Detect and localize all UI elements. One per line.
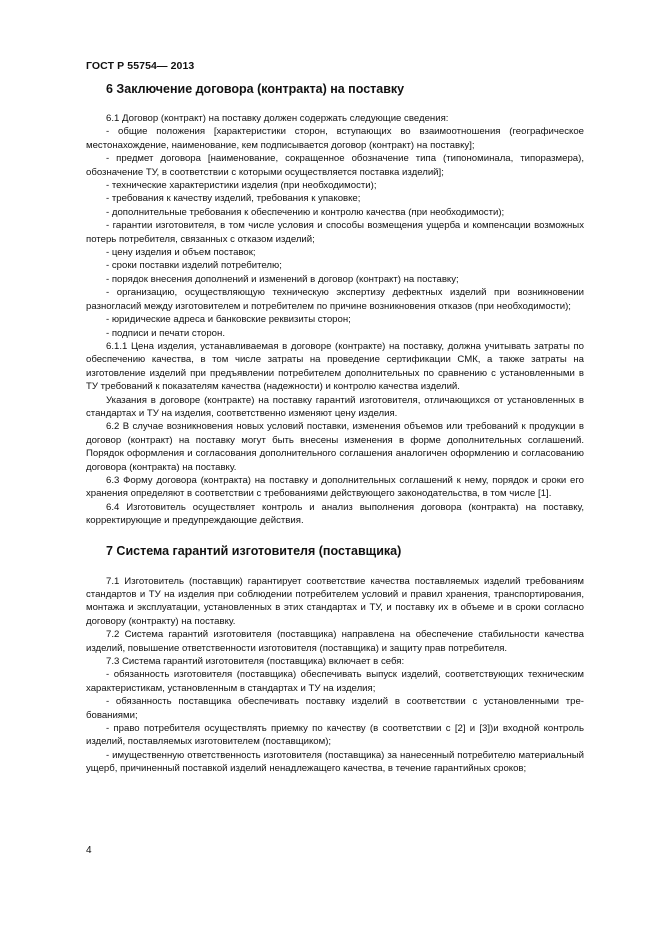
paragraph: Указания в договоре (контракте) на поставку гарантий изготовителя, отличающихся от установленных в стандартах и ТУ на изделия, соответственно изменяют цену изделия. — [86, 394, 584, 419]
paragraph: - обязанность поставщика обеспечивать поставку изделий в соответствии с установленными требованиями; — [86, 696, 584, 721]
paragraph: 6.1.1 Цена изделия, устанавливаемая в договоре (контракте) на поставку, должна учитывать затраты по обеспечению качества, в том числе затраты на проведение сертификации СМК, а также затраты на изготовление изделий при предъявлении потребителем дополнительных по сравнению с установленными в ТУ требований к показателям качества (надежности) и контролю качества изделий. — [86, 340, 584, 393]
paragraph: - порядок внесения дополнений и изменений в договор (контракт) на поставку; — [106, 273, 459, 285]
section-6-title: 6 Заключение договора (контракта) на поставку — [106, 82, 405, 96]
paragraph: - обязанность изготовителя (поставщика) обеспечивать выпуск изделий, соответствующих техническим характеристикам, установленным в стандартах и ТУ на изделия; — [86, 669, 584, 694]
paragraph: 6.1 Договор (контракт) на поставку должен содержать следующие сведения: — [106, 113, 449, 124]
paragraph: - право потребителя осуществлять приемку по качеству (в соответствии с [2] и [3])и входной контроль изделий, поставляемых изготовителем (поставщиком); — [86, 723, 584, 748]
document-body — [86, 81, 584, 776]
paragraph: - предмет договора [наименование, сокращенное обозначение типа (типономинала, типоразмера), обозначение ТУ, в соответствии с которыми осуществляется поставка изделий]; — [86, 153, 584, 178]
paragraph: 7.2 Система гарантий изготовителя (поставщика) направлена на обеспечение стабильности качества изделий, повышение ответственности изготовителя (поставщика) и защиту прав потребителя. — [86, 629, 584, 654]
page-number: 4 — [86, 845, 92, 856]
paragraph: - организацию, осуществляющую техническую экспертизу дефектных изделий при возникновении разногласий между изготовителем и потребителем по причине возникновения отказов (при необходимости); — [86, 287, 584, 312]
paragraph: 6.4 Изготовитель осуществляет контроль и анализ выполнения договора (контракта) на поставку, корректирующие и предупреждающие действия. — [86, 501, 584, 527]
section-7-title: 7 Система гарантий изготовителя (поставщика) — [106, 543, 402, 558]
paragraph: - подписи и печати сторон. — [106, 327, 225, 339]
paragraph: - гарантии изготовителя, в том числе условия и способы возмещения ущерба и компенсации возможных потерь потребителя, связанных с отказом изделий; — [86, 220, 584, 245]
section-7-text — [86, 575, 584, 776]
paragraph: - имущественную ответственность изготовителя (поставщика) за нанесенный потребителю материальный ущерб, причиненный поставкой изделий ненадлежащего качества, в течение гарантийных сроков; — [86, 749, 584, 775]
paragraph: - требования к качеству изделий, требования к упаковке; — [106, 193, 361, 205]
paragraph: 6.2 В случае возникновения новых условий поставки, изменения объемов или требований к продукции в договор (контракт) на поставку могут быть внесены изменения в форме дополнительных соглашений. Порядок оформления и согласования дополнительного соглашения аналогичен оформлению и согласованию договора (контракта) на поставку. — [86, 421, 584, 473]
paragraph: - технические характеристики изделия (при необходимости); — [106, 180, 377, 192]
paragraph: - юридические адреса и банковские реквизиты сторон; — [106, 314, 351, 326]
paragraph: - сроки поставки изделий потребителю; — [106, 260, 282, 272]
paragraph: 7.3 Система гарантий изготовителя (поставщика) включает в себя: — [106, 656, 405, 668]
document-header: ГОСТ Р 55754— 2013 — [86, 60, 195, 72]
section-6-text — [86, 112, 584, 528]
paragraph: - общие положения [характеристики сторон, вступающих во взаимоотношения (географическое местонахождение, наименование, кем подписывается договор (контракт) на поставку]; — [86, 126, 584, 151]
paragraph: - дополнительные требования к обеспечению и контролю качества (при необходимости); — [106, 206, 505, 218]
paragraph: - цену изделия и объем поставок; — [106, 247, 256, 259]
paragraph: 7.1 Изготовитель (поставщик) гарантирует соответствие качества поставляемых изделий требованиям стандартов и ТУ на изделия при соблюдении потребителем условий и правил хранения, транспортирования, монтажа и эксплуатации, установленных в этих стандартах и ТУ, и поставку их в объеме и в сроки согласно договору (контракту) на поставку. — [86, 575, 584, 627]
paragraph: 6.3 Форму договора (контракта) на поставку и дополнительных соглашений к нему, порядок и сроки его хранения определяют в соответствии с требованиями действующего законодательства, в том числе [1]. — [86, 474, 584, 500]
